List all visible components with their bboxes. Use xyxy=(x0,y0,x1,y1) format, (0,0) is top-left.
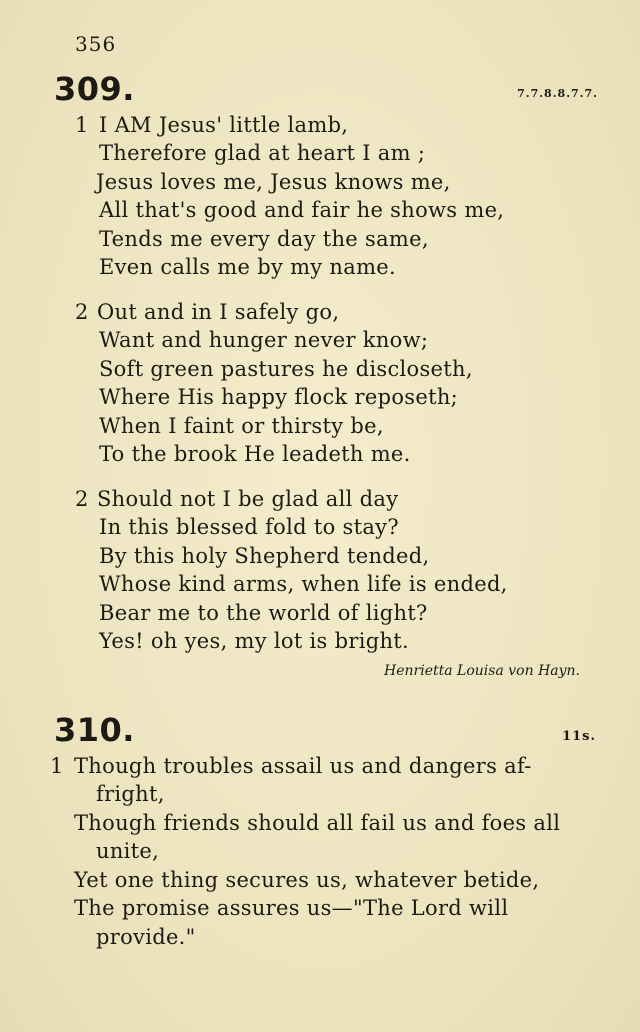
verse-line: In this blessed fold to stay? xyxy=(99,515,399,539)
verse-line: Whose kind arms, when life is ended, xyxy=(99,572,508,596)
verse-line: All that's good and fair he shows me, xyxy=(99,198,505,222)
verse-line: Should not I be glad all day xyxy=(97,487,399,511)
verse-line: Where His happy flock reposeth; xyxy=(99,385,459,409)
verse-line: Yes! oh yes, my lot is bright. xyxy=(99,629,409,653)
verse-line: Out and in I safely go, xyxy=(97,300,340,324)
stanza-number: 1 xyxy=(50,754,64,778)
verse-line: Therefore glad at heart I am ; xyxy=(99,141,426,165)
verse-line: Yet one thing secures us, whatever betide, xyxy=(74,868,540,892)
verse-line: Tends me every day the same, xyxy=(99,227,429,251)
verse-line: When I faint or thirsty be, xyxy=(99,414,384,438)
hymn-number: 309. xyxy=(54,70,135,108)
stanza-number: 2 xyxy=(75,487,89,511)
verse-line: provide." xyxy=(96,925,196,949)
verse-line: To the brook He leadeth me. xyxy=(99,442,411,466)
verse-line: By this holy Shepherd tended, xyxy=(99,544,430,568)
page-number: 356 xyxy=(75,32,117,56)
verse-line: Though friends should all fail us and foes all xyxy=(74,811,561,835)
verse-line: unite, xyxy=(96,839,160,863)
verse-line: Though troubles assail us and dangers af- xyxy=(74,754,532,778)
hymn-meter: 7.7.8.8.7.7. xyxy=(517,87,598,100)
verse-line: Soft green pastures he discloseth, xyxy=(99,357,473,381)
stanza-number: 2 xyxy=(75,300,89,324)
hymn-number: 310. xyxy=(54,711,135,749)
verse-line: Jesus loves me, Jesus knows me, xyxy=(96,170,451,194)
stanza-number: 1 xyxy=(75,113,89,137)
verse-line: Want and hunger never know; xyxy=(99,328,429,352)
verse-line: The promise assures us—"The Lord will xyxy=(74,896,509,920)
verse-line: Bear me to the world of light? xyxy=(99,601,428,625)
hymn-author: Henrietta Louisa von Hayn. xyxy=(384,663,580,679)
verse-line: fright, xyxy=(96,782,165,806)
verse-line: I AM Jesus' little lamb, xyxy=(99,113,349,137)
hymn-meter: 11s. xyxy=(562,729,596,744)
verse-line: Even calls me by my name. xyxy=(99,255,396,279)
